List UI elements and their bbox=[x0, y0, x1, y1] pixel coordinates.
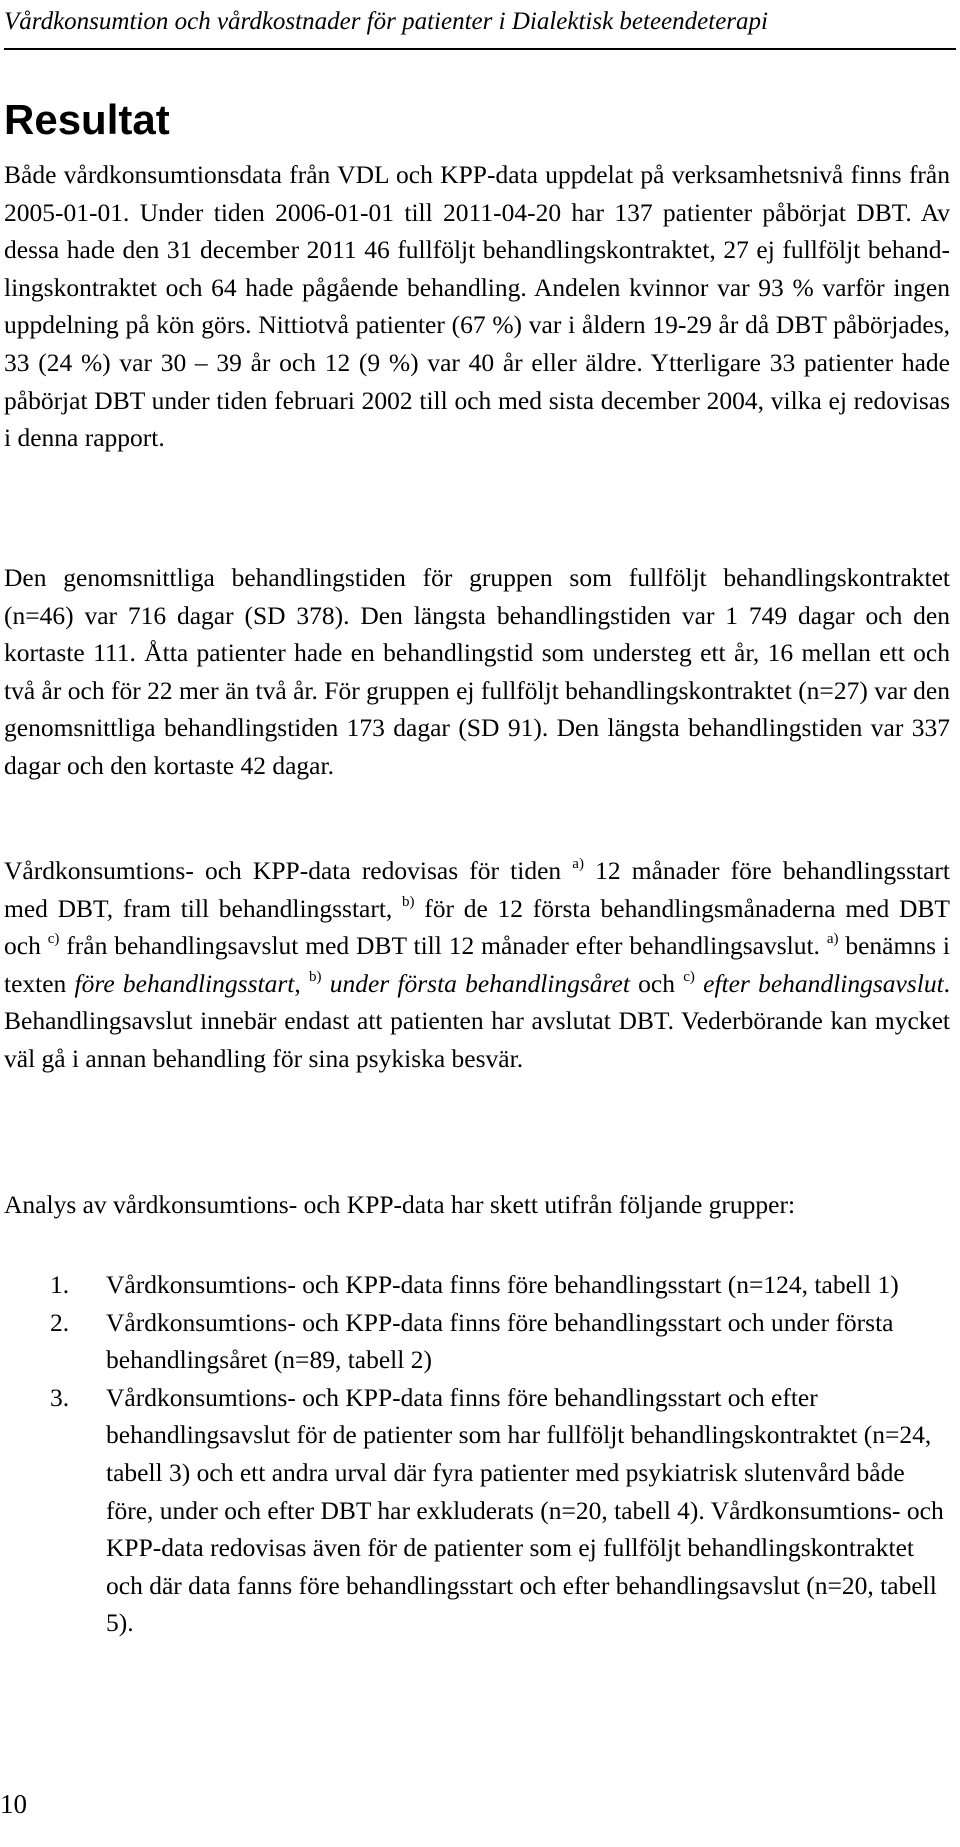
text-run: från behandlingsavslut med DBT till 12 månader efter behandlingsavslut. bbox=[59, 931, 827, 961]
text-run: 12 månader före behandlingsstart med DBT, fram till behandlingsstart, bbox=[4, 856, 950, 923]
text-run: , bbox=[294, 968, 309, 998]
term-after-treatment: efter behandlingsavslut bbox=[703, 968, 944, 998]
list-item-number: 2. bbox=[50, 1307, 70, 1337]
term-before-treatment: före behandlingsstart bbox=[74, 968, 295, 998]
paragraph-analysis-groups-intro: Analys av vårdkonsumtions- och KPP-data har skett utifrån följande grupper: bbox=[4, 1190, 796, 1219]
term-first-treatment-year: under första behandlingsåret bbox=[329, 968, 630, 998]
list-item bbox=[0, 1379, 950, 1642]
text-run: och bbox=[629, 968, 684, 998]
text-run: Vårdkonsumtions- och KPP-data redovisas för tiden bbox=[4, 856, 573, 885]
list-item-number: 1. bbox=[50, 1270, 70, 1299]
list-item-text: Vårdkonsumtions- och KPP-data finns före behandlingsstart och under första behandlingsåret (n=89, tabell 2) bbox=[106, 1307, 894, 1375]
text-run bbox=[695, 969, 703, 998]
footnote-marker-c: c) bbox=[47, 931, 60, 948]
list-item-number: 3. bbox=[50, 1382, 70, 1412]
paragraph-measurement-periods bbox=[4, 852, 950, 1078]
list-item bbox=[0, 1304, 950, 1379]
text-run: benämns i texten bbox=[4, 931, 950, 998]
footnote-marker-a: a) bbox=[826, 931, 839, 948]
paragraph-treatment-duration: Den genomsnittliga behandlingstiden för gruppen som fullföljt behandlingskontraktet (n=46) var 716 dagar (SD 378). Den längsta behandlingstiden var 1 749 dagar och den kortaste 111. Åtta patienter hade en behandlingstid som understeg ett år, 16 mellan ett och två år och för 22 mer än två år. För gruppen ej fullföljt behandlingskontraktet (n=27) var den genomsnittliga behandlingstiden 173 dagar (SD 91). Den längsta behandlingstiden var 337 dagar och den kortaste 42 dagar. bbox=[4, 563, 950, 780]
footnote-marker-b: b) bbox=[308, 968, 322, 985]
footnote-marker-c: c) bbox=[683, 968, 695, 985]
text-run: för de 12 första behandlingsmånaderna med DBT och bbox=[4, 893, 950, 961]
section-heading: Resultat bbox=[4, 96, 170, 143]
page-number: 10 bbox=[0, 1789, 27, 1819]
paragraph-patient-overview: Både vårdkonsumtionsdata från VDL och KPP-data uppdelat på verksamhetsnivå finns från 2005-01-01. Under tiden 2006-01-01 till 2011-04-20 har 137 patienter påbörjat DBT. Av dessa hade den 31 december 2011 46 fullföljt behandlingskontraktet, 27 ej fullföljt behandlingskontraktet och 64 hade pågående behandling. Andelen kvinnor var 93 % varför ingen uppdelning på kön görs. Nittiotvå patienter (67 %) var i åldern 19-29 år då DBT påbörjades, 33 (24 %) var 30 – 39 år och 12 (9 %) var 40 år eller äldre. Ytterligare 33 patienter hade påbörjat DBT under tiden februari 2002 till och med sista december 2004, vilka ej redovisas i denna rapport. bbox=[4, 160, 950, 453]
footnote-marker-a: a) bbox=[572, 856, 584, 872]
analysis-group-list bbox=[0, 1266, 950, 1642]
list-item-text: Vårdkonsumtions- och KPP-data finns före behandlingsstart (n=124, tabell 1) bbox=[106, 1270, 899, 1299]
text-run bbox=[321, 969, 329, 998]
text-run: . Behandlingsavslut innebär endast att patienten har avslutat DBT. Vederbörande kan mycket väl gå i annan behandling för sina psykiska besvär. bbox=[4, 968, 951, 1073]
list-item bbox=[0, 1266, 950, 1304]
running-header: Vårdkonsumtion och vårdkostnader för patienter i Dialektisk beteendeterapi bbox=[4, 4, 956, 50]
list-item-text: Vårdkonsumtions- och KPP-data finns före behandlingsstart och efter behandlingsavslut för de patienter som har fullföljt behandlingskontraktet (n=24, tabell 3) och ett andra urval där fyra patienter med psykiatrisk slutenvård både före, under och efter DBT har exkluderats (n=20, tabell 4). Vårdkonsumtions- och KPP-data redovisas även för de patienter som ej fullföljt behandlingskontraktet och där data fanns före behandlingsstart och efter behandlingsavslut (n=20, tabell 5). bbox=[106, 1382, 944, 1638]
footnote-marker-b: b) bbox=[402, 893, 415, 910]
